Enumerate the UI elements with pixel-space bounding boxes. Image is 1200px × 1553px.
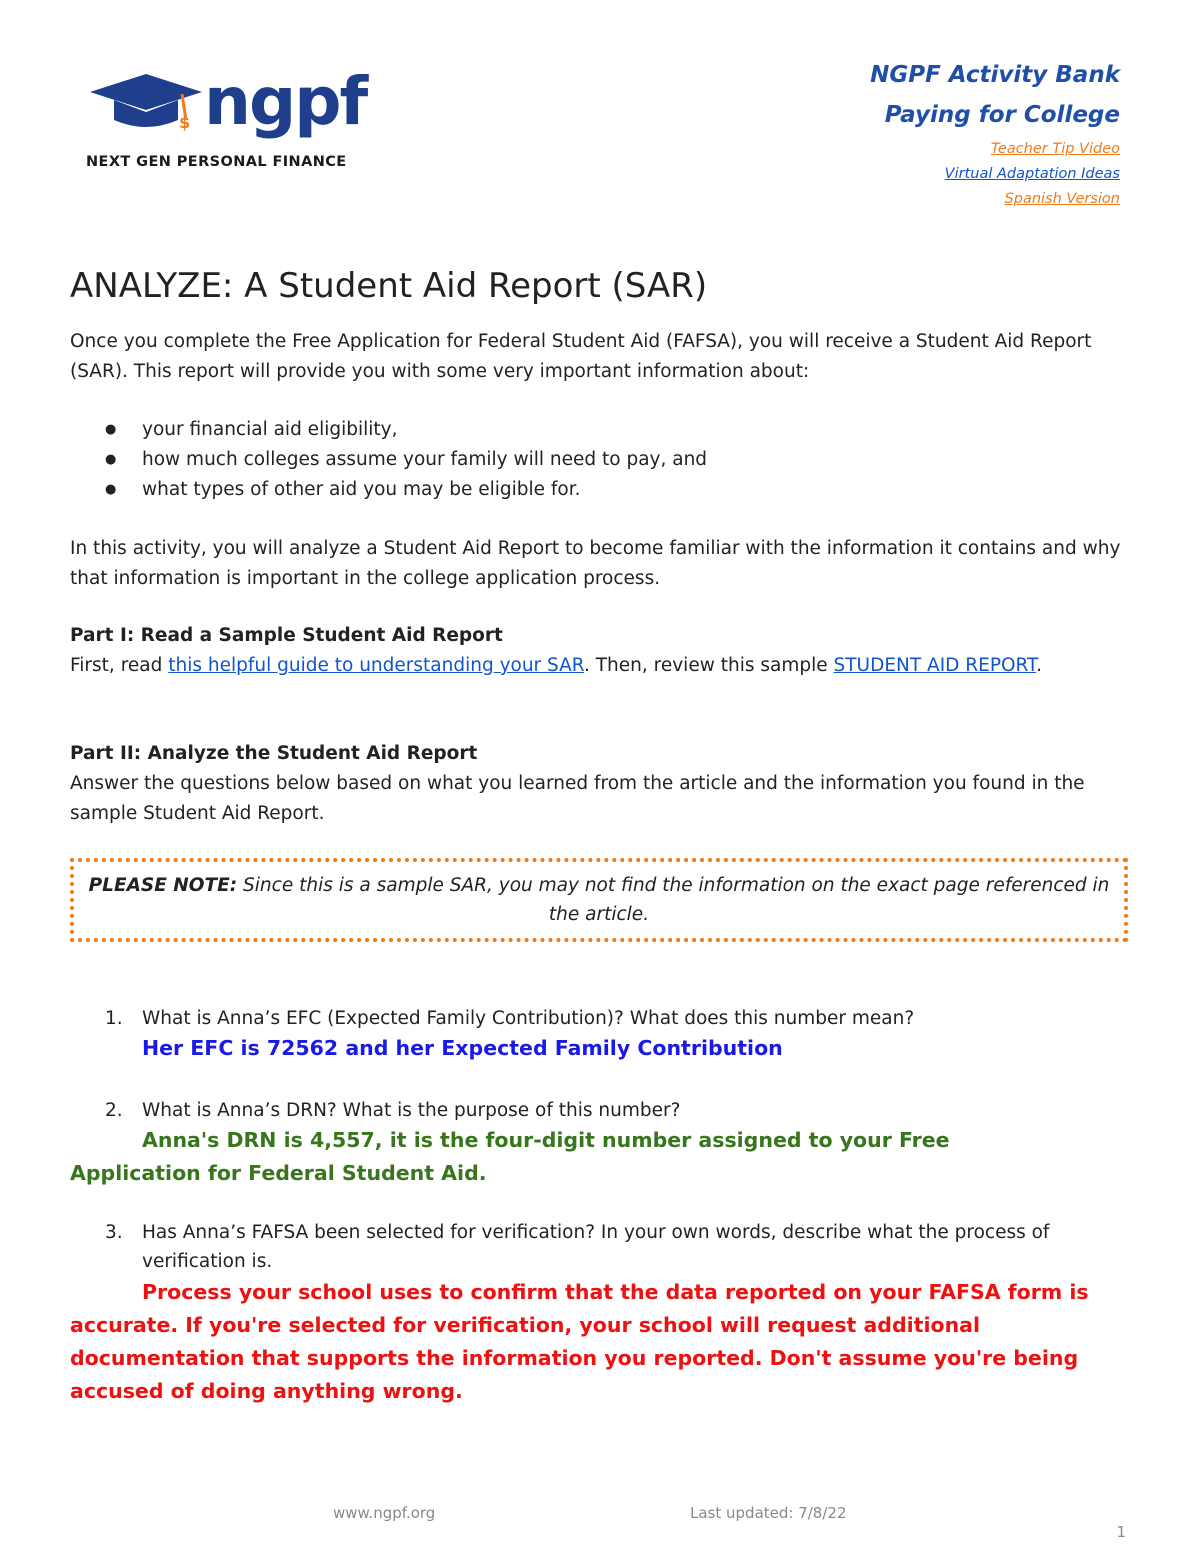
sar-guide-link[interactable]: this helpful guide to understanding your SAR — [168, 655, 584, 676]
intro-paragraph: Once you complete the Free Application for Federal Student Aid (FAFSA), you will receive a Student Aid Report (SAR). This report will provide you with some very important information about: — [70, 331, 1092, 382]
graduation-cap-icon — [86, 62, 386, 172]
list-item: ● what types of other aid you may be eligible for. — [105, 475, 1105, 505]
footer-url: www.ngpf.org — [333, 1504, 436, 1522]
part1-text: First, read — [70, 655, 169, 676]
activity-paragraph: In this activity, you will analyze a Student Aid Report to become familiar with the information it contains and why that information is important in the college application process. — [70, 538, 1121, 589]
list-item: ● your financial aid eligibility, — [105, 415, 1105, 445]
footer-updated: Last updated: 7/8/22 — [690, 1504, 847, 1522]
spanish-version-link[interactable]: Spanish Version — [1004, 191, 1120, 207]
teacher-tip-video-link[interactable]: Teacher Tip Video — [990, 141, 1120, 157]
question-text: Has Anna’s FAFSA been selected for verification? In your own words, describe what the process of verification is. — [142, 1222, 1050, 1272]
logo-tagline: NEXT GEN PERSONAL FINANCE — [86, 154, 347, 170]
question-text: What is Anna’s EFC (Expected Family Contribution)? What does this number mean? — [142, 1008, 915, 1029]
ngpf-logo — [86, 62, 386, 172]
page-title: ANALYZE: A Student Aid Report (SAR) — [70, 266, 708, 306]
part2-body: Answer the questions below based on what you learned from the article and the information you found in the sample Student Aid Report. — [70, 773, 1085, 824]
note-body: Since this is a sample SAR, you may not find the information on the exact page referenced in the article. — [237, 875, 1110, 925]
answer-2[interactable]: Anna's DRN is 4,557, it is the four-digit number assigned to your Free Application for Federal Student Aid. — [70, 1128, 950, 1185]
eligibility-list — [105, 415, 1105, 505]
part1-body — [70, 651, 1130, 681]
answer-3[interactable]: Process your school uses to confirm that the data reported on your FAFSA form is accurate. If you're selected for verification, your school will request additional documentation that supports the information you reported. Don't assume you're being accused of doing anything wrong. — [70, 1280, 1089, 1403]
question-text: What is Anna’s DRN? What is the purpose of this number? — [142, 1100, 681, 1121]
question-2 — [105, 1096, 1120, 1125]
part1-text: . Then, review this sample — [584, 655, 834, 676]
note-label: PLEASE NOTE: — [88, 875, 238, 896]
note-text — [88, 871, 1110, 929]
activity-bank-label: NGPF Activity Bank — [870, 62, 1120, 88]
part1-heading: Part I: Read a Sample Student Aid Report — [70, 625, 503, 646]
part1-text: . — [1036, 655, 1043, 676]
question-number: 1. — [105, 1008, 123, 1029]
question-number: 3. — [105, 1222, 123, 1243]
student-aid-report-link[interactable]: STUDENT AID REPORT — [833, 655, 1037, 676]
page-number: 1 — [1116, 1523, 1126, 1541]
please-note-box — [70, 858, 1128, 942]
svg-text:$: $ — [179, 113, 191, 132]
question-3 — [105, 1218, 1120, 1276]
question-number: 2. — [105, 1100, 123, 1121]
answer-1[interactable]: Her EFC is 72562 and her Expected Family Contribution — [142, 1036, 783, 1060]
unit-label: Paying for College — [884, 102, 1120, 128]
question-1 — [105, 1004, 1120, 1033]
virtual-adaptation-link[interactable]: Virtual Adaptation Ideas — [944, 166, 1120, 182]
list-item: ● how much colleges assume your family will need to pay, and — [105, 445, 1105, 475]
logo-brand: ngpf — [204, 63, 367, 140]
part2-heading: Part II: Analyze the Student Aid Report — [70, 743, 478, 764]
